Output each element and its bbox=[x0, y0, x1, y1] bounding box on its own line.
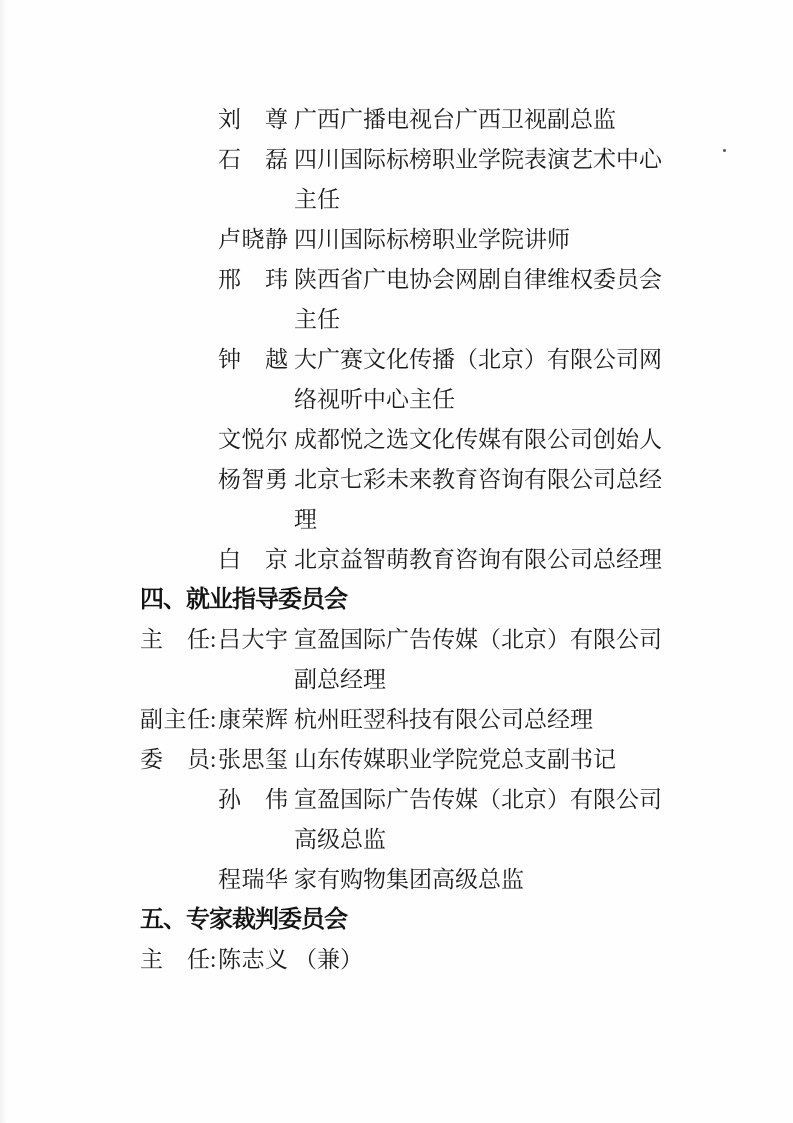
member-name-char: 华 bbox=[265, 867, 288, 892]
member-role bbox=[140, 700, 218, 740]
member-desc bbox=[294, 460, 706, 540]
member-role-char: 任 bbox=[187, 627, 210, 652]
member-name-char: 京 bbox=[265, 547, 288, 572]
member-name-char: 玮 bbox=[265, 267, 288, 292]
member-desc-line: 副总经理 bbox=[294, 667, 386, 692]
member-name bbox=[218, 540, 288, 580]
member-name-char: 卢 bbox=[218, 227, 241, 252]
member-name-char: 邢 bbox=[218, 267, 241, 292]
member-name-char: 智 bbox=[241, 467, 265, 492]
scan-dot-artifact bbox=[723, 149, 726, 152]
member-name-char: 张 bbox=[218, 747, 241, 772]
member-desc bbox=[294, 740, 706, 780]
member-name bbox=[218, 740, 288, 780]
member-desc-line: 络视听中心主任 bbox=[294, 387, 455, 412]
member-name-char: 越 bbox=[265, 347, 288, 372]
member-name-char: 玺 bbox=[265, 747, 288, 772]
member-name-char: 辉 bbox=[265, 707, 288, 732]
member-name-char: 康 bbox=[218, 707, 241, 732]
member-name-char: 磊 bbox=[265, 147, 288, 172]
member-desc bbox=[294, 420, 706, 460]
member-name bbox=[218, 700, 288, 740]
member-name bbox=[218, 220, 288, 260]
member-name-char: 钟 bbox=[218, 347, 241, 372]
member-name-char: 程 bbox=[218, 867, 241, 892]
member-desc-line: 四川国际标榜职业学院表演艺术中心 bbox=[294, 147, 662, 172]
member-row bbox=[140, 860, 706, 900]
member-role-char: 委 bbox=[140, 747, 163, 772]
member-desc bbox=[294, 620, 706, 700]
member-name-char: 伟 bbox=[265, 787, 288, 812]
member-name bbox=[218, 100, 288, 140]
member-desc bbox=[294, 540, 706, 580]
member-name-char: 静 bbox=[265, 227, 288, 252]
member-desc bbox=[294, 780, 706, 860]
scan-edge-shadow bbox=[0, 0, 7, 1123]
member-name bbox=[218, 140, 288, 180]
member-row bbox=[140, 100, 706, 140]
member-role-label bbox=[140, 940, 210, 980]
member-desc-line: 广西广播电视台广西卫视副总监 bbox=[294, 107, 616, 132]
member-name-char: 荣 bbox=[241, 707, 265, 732]
member-name bbox=[218, 420, 288, 460]
member-desc-line: 杭州旺翌科技有限公司总经理 bbox=[294, 707, 593, 732]
member-role-colon: : bbox=[210, 947, 217, 972]
member-name-char: 杨 bbox=[218, 467, 241, 492]
member-desc bbox=[294, 140, 706, 220]
member-role-char: 任 bbox=[187, 947, 210, 972]
member-row bbox=[140, 420, 706, 460]
member-row bbox=[140, 220, 706, 260]
member-name-char: 悦 bbox=[241, 427, 265, 452]
member-name-char: 石 bbox=[218, 147, 241, 172]
member-desc bbox=[294, 940, 706, 980]
member-role-colon: : bbox=[210, 707, 217, 732]
member-name-char: 文 bbox=[218, 427, 241, 452]
member-role bbox=[140, 740, 218, 780]
member-name-char: 尊 bbox=[265, 107, 288, 132]
member-desc-line: 成都悦之选文化传媒有限公司创始人 bbox=[294, 427, 662, 452]
member-role-label bbox=[140, 740, 210, 780]
member-desc-line: 陕西省广电协会网剧自律维权委员会 bbox=[294, 267, 662, 292]
member-desc bbox=[294, 860, 706, 900]
member-desc-line: 北京七彩未来教育咨询有限公司总经 bbox=[294, 467, 662, 492]
member-row bbox=[140, 260, 706, 340]
member-name bbox=[218, 260, 288, 300]
member-row bbox=[140, 540, 706, 580]
member-name-char: 白 bbox=[218, 547, 241, 572]
member-desc-line: （兼） bbox=[294, 947, 363, 972]
member-name bbox=[218, 860, 288, 900]
document-body bbox=[140, 100, 706, 980]
member-role-char: 主 bbox=[163, 707, 187, 732]
member-name-char: 尔 bbox=[265, 427, 288, 452]
member-row bbox=[140, 940, 706, 980]
member-desc bbox=[294, 260, 706, 340]
member-row bbox=[140, 340, 706, 420]
member-desc-line: 四川国际标榜职业学院讲师 bbox=[294, 227, 570, 252]
member-desc-line: 家有购物集团高级总监 bbox=[294, 867, 524, 892]
member-desc-line: 宣盈国际广告传媒（北京）有限公司 bbox=[294, 627, 662, 652]
member-desc bbox=[294, 220, 706, 260]
member-role-char: 主 bbox=[140, 627, 163, 652]
section-heading: 四、就业指导委员会 bbox=[140, 586, 347, 613]
member-row bbox=[140, 700, 706, 740]
member-desc-line: 理 bbox=[294, 507, 317, 532]
member-name bbox=[218, 940, 288, 980]
member-role-char: 主 bbox=[140, 947, 163, 972]
member-role bbox=[140, 620, 218, 660]
member-row bbox=[140, 460, 706, 540]
member-desc-line: 山东传媒职业学院党总支副书记 bbox=[294, 747, 616, 772]
member-name-char: 晓 bbox=[241, 227, 265, 252]
member-desc-line: 主任 bbox=[294, 307, 340, 332]
member-role-char: 副 bbox=[140, 707, 163, 732]
member-row bbox=[140, 620, 706, 700]
member-role-colon: : bbox=[210, 627, 217, 652]
member-name-char: 瑞 bbox=[241, 867, 265, 892]
member-name-char: 大 bbox=[241, 627, 265, 652]
member-desc-line: 宣盈国际广告传媒（北京）有限公司 bbox=[294, 787, 662, 812]
member-role-label bbox=[140, 620, 210, 660]
member-name-char: 志 bbox=[241, 947, 265, 972]
member-name bbox=[218, 340, 288, 380]
member-row bbox=[140, 140, 706, 220]
section-heading: 五、专家裁判委员会 bbox=[140, 906, 347, 933]
member-row bbox=[140, 740, 706, 780]
member-role-label bbox=[140, 700, 210, 740]
member-name-char: 思 bbox=[241, 747, 265, 772]
member-desc bbox=[294, 100, 706, 140]
member-name-char: 义 bbox=[265, 947, 288, 972]
member-name-char: 刘 bbox=[218, 107, 241, 132]
member-name bbox=[218, 460, 288, 500]
member-desc-line: 北京益智萌教育咨询有限公司总经理 bbox=[294, 547, 662, 572]
member-role-colon: : bbox=[210, 747, 217, 772]
member-role-char: 员 bbox=[187, 747, 210, 772]
member-name-char: 陈 bbox=[218, 947, 241, 972]
member-row bbox=[140, 780, 706, 860]
member-name bbox=[218, 780, 288, 820]
member-role bbox=[140, 940, 218, 980]
member-desc-line: 主任 bbox=[294, 187, 340, 212]
member-desc-line: 大广赛文化传播（北京）有限公司网 bbox=[294, 347, 662, 372]
member-name-char: 孙 bbox=[218, 787, 241, 812]
member-name bbox=[218, 620, 288, 660]
member-desc-line: 高级总监 bbox=[294, 827, 386, 852]
member-name-char: 宇 bbox=[265, 627, 288, 652]
member-desc bbox=[294, 700, 706, 740]
member-name-char: 勇 bbox=[265, 467, 288, 492]
member-desc bbox=[294, 340, 706, 420]
member-name-char: 吕 bbox=[218, 627, 241, 652]
member-role-char: 任 bbox=[187, 707, 210, 732]
